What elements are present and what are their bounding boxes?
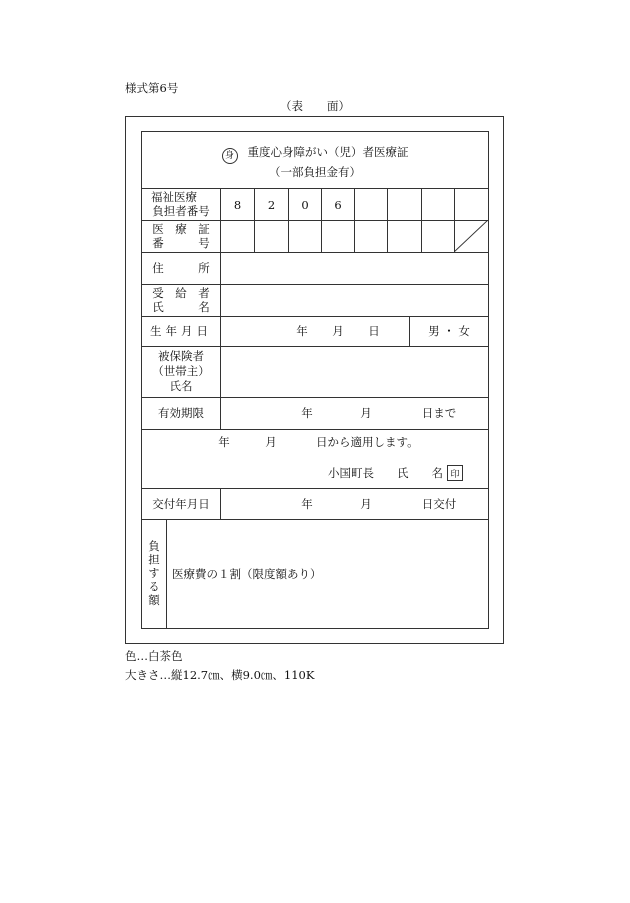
card-subtitle: （一部負担金有） <box>269 165 361 179</box>
payer-label-line1: 福祉医療 <box>151 190 197 204</box>
rule <box>354 188 355 252</box>
burden-label-text: 負担する額 <box>147 539 161 608</box>
cert-label-line1: 医 療 証 <box>152 222 210 236</box>
insured-person-label <box>148 346 214 397</box>
valid-month: 月 <box>360 406 372 420</box>
recipient-label-line2: 氏 名 <box>152 300 210 314</box>
dob-day: 日 <box>368 324 380 338</box>
issue-year: 年 <box>301 496 313 511</box>
apply-year: 年 <box>218 435 230 449</box>
side-label-open: （表 <box>280 99 303 113</box>
insured-label-line3: 氏名 <box>169 379 193 393</box>
payer-digit: 8 <box>233 197 242 212</box>
side-label-close: 面） <box>327 99 350 113</box>
mayor-signature <box>328 463 488 483</box>
rule <box>220 488 221 519</box>
card-title-line1 <box>142 144 488 164</box>
rule <box>387 188 388 252</box>
card-title-text: 重度心身障がい（児）者医療証 <box>247 145 409 159</box>
medical-certificate-card <box>141 131 489 629</box>
recipient-label-line1: 受 給 者 <box>152 286 210 300</box>
void-slash-icon <box>454 220 488 252</box>
payer-digit: 0 <box>301 197 309 212</box>
burden-label <box>142 519 166 628</box>
valid-year: 年 <box>301 406 313 420</box>
color-note: 色…白茶色 <box>125 649 183 663</box>
dob-month: 月 <box>332 324 344 338</box>
burden-amount: 医療費の１割（限度額あり） <box>172 566 322 581</box>
rule <box>220 346 221 429</box>
insured-label-line2: （世帯主） <box>152 364 210 378</box>
rule <box>166 519 167 628</box>
issue-day: 日交付 <box>421 496 457 511</box>
card-title <box>142 144 488 180</box>
payer-digit: 6 <box>334 197 342 212</box>
issue-month: 月 <box>360 496 372 511</box>
disability-mark-icon: 身 <box>222 148 238 164</box>
recipient-name-label <box>148 284 214 316</box>
dob-year: 年 <box>296 324 308 338</box>
cert-label-line2: 番 号 <box>152 236 210 250</box>
payer-number-label <box>148 188 214 220</box>
seal-icon: 印 <box>447 465 463 481</box>
side-label <box>280 98 350 114</box>
insured-label-line1: 被保険者 <box>158 349 204 363</box>
form-number: 様式第6号 <box>125 81 179 95</box>
apply-month: 月 <box>265 435 277 449</box>
payer-digit: 2 <box>267 197 276 212</box>
date-of-birth-label: 生年月日 <box>150 324 212 338</box>
gender-field: 男 ・ 女 <box>428 324 470 338</box>
issue-date-label: 交付年月日 <box>152 496 210 511</box>
valid-day: 日まで <box>421 406 457 420</box>
payer-label-line2: 負担者番号 <box>152 204 210 218</box>
apply-day: 日から適用します。 <box>316 435 419 449</box>
rule <box>142 429 488 430</box>
rule <box>421 188 422 252</box>
validity-label: 有効期限 <box>158 406 204 420</box>
mayor-name-label: 小国町長 氏 名 <box>328 466 443 480</box>
address-label: 住 所 <box>152 261 210 275</box>
certificate-number-label <box>148 220 214 252</box>
size-note: 大きさ…縦12.7㎝、横9.0㎝、110K <box>125 668 315 682</box>
